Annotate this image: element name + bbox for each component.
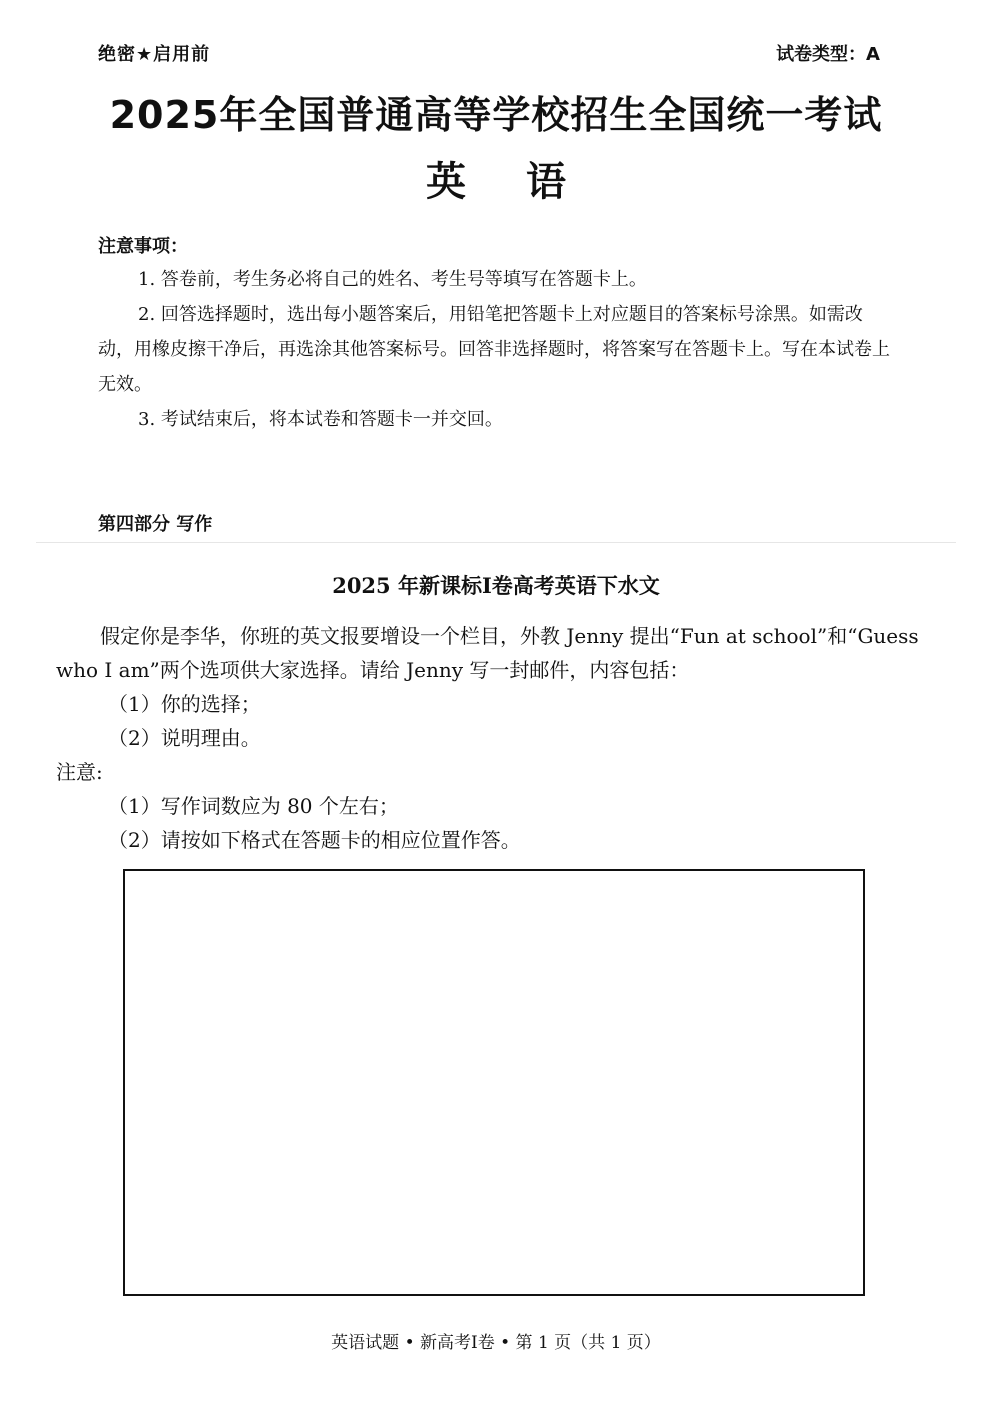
note-label: 注意: — [56, 760, 103, 784]
page-footer: 英语试题 • 新高考I卷 • 第 1 页（共 1 页） — [331, 1333, 661, 1353]
requirement-item: （2）说明理由。 — [108, 726, 261, 750]
notice-heading: 注意事项： — [98, 236, 188, 257]
notice-item: 3. 考试结束后，将本试卷和答题卡一并交回。 — [138, 409, 503, 430]
notice-item: 1. 答卷前，考生务必将自己的姓名、考生号等填写在答题卡上。 — [138, 269, 647, 290]
paper-type-label: 试卷类型：A — [776, 44, 880, 65]
exam-title: 2025年全国普通高等学校招生全国统一考试 — [109, 93, 883, 137]
confidential-label: 绝密★启用前 — [98, 44, 211, 65]
task-prompt: 假定你是李华，你班的英文报要增设一个栏目，外教 Jenny 提出“Fun at school”和“Guess who I am”两个选项供大家选择。请给 Jenny 写一封邮件，内容包括： — [56, 624, 919, 682]
section-heading: 第四部分 写作 — [98, 514, 213, 535]
note-item: （1）写作词数应为 80 个左右； — [108, 794, 399, 818]
requirement-item: （1）你的选择； — [108, 692, 261, 716]
divider — [36, 542, 956, 543]
task-title: 2025 年新课标I卷高考英语下水文 — [332, 573, 660, 598]
note-item: （2）请按如下格式在答题卡的相应位置作答。 — [108, 828, 521, 852]
task-body — [56, 619, 936, 857]
answer-box[interactable] — [123, 869, 865, 1296]
subject-title: 英语 — [426, 159, 626, 205]
notice-list — [98, 262, 898, 437]
notice-item: 2. 回答选择题时，选出每小题答案后，用铅笔把答题卡上对应题目的答案标号涂黑。如需改动，用橡皮擦干净后，再选涂其他答案标号。回答非选择题时，将答案写在答题卡上。写在本试卷上无效。 — [98, 304, 890, 395]
